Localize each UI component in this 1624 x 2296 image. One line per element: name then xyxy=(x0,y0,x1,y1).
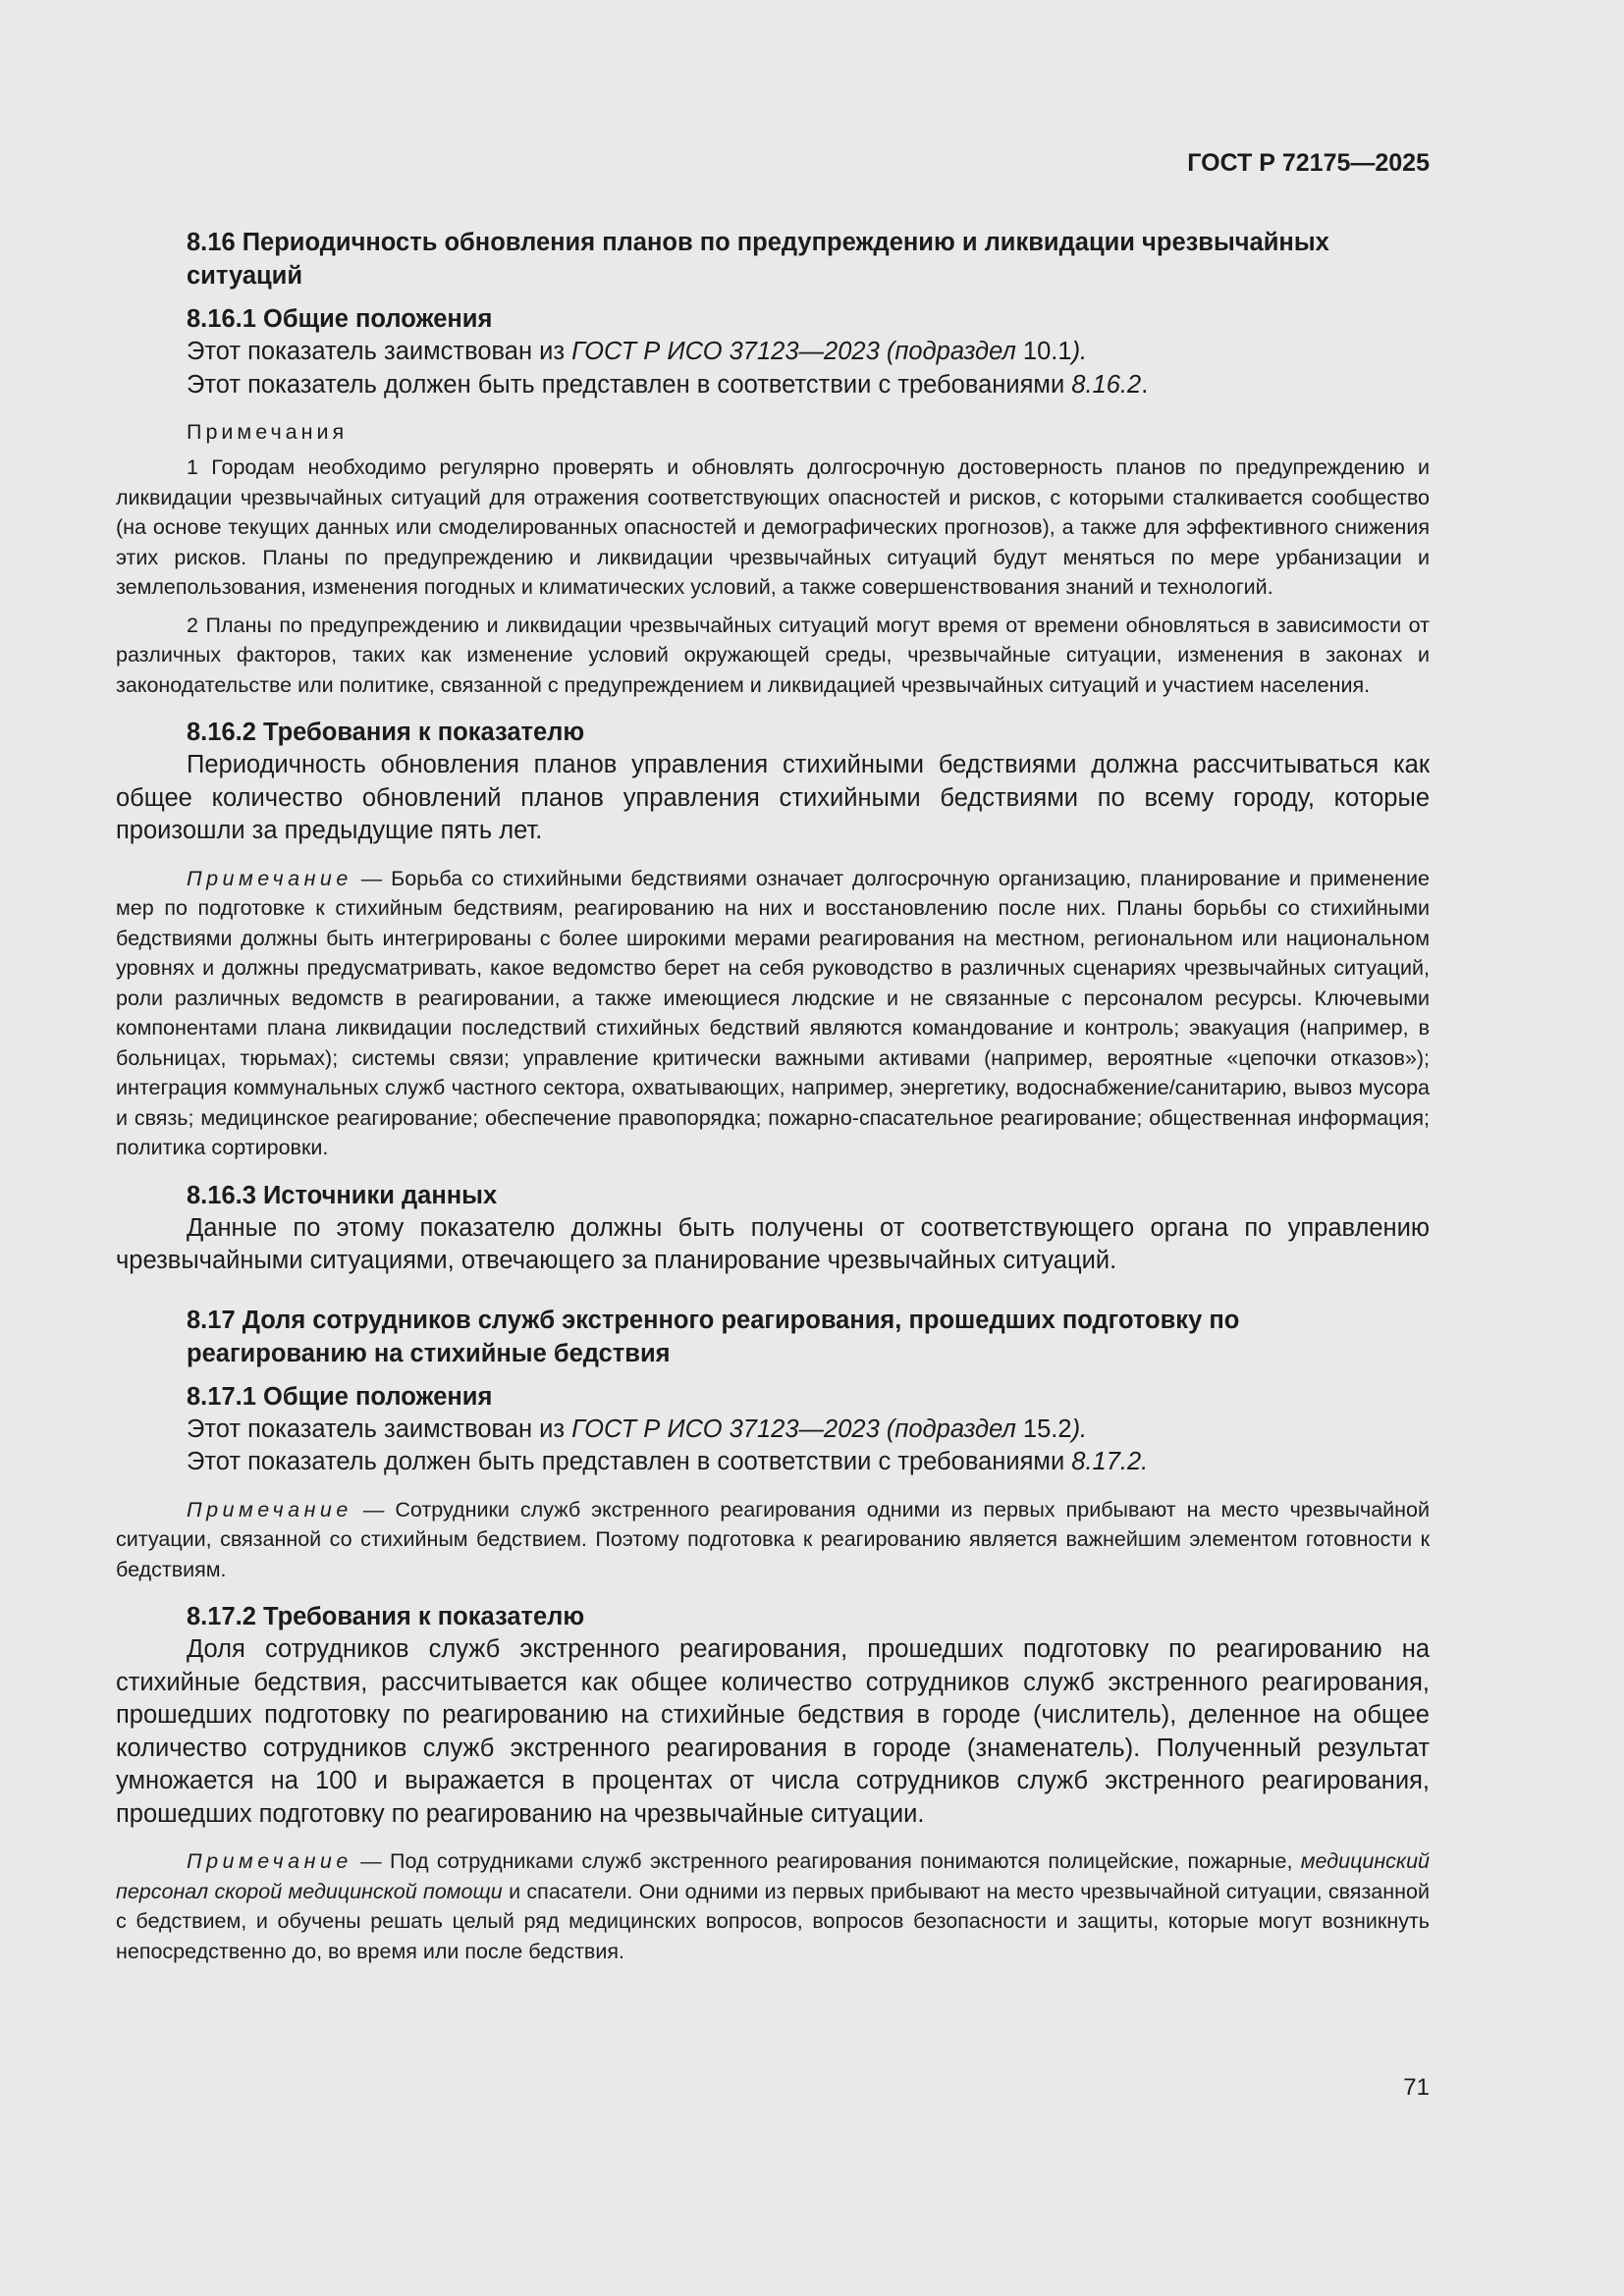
section-8-16-2-note xyxy=(116,864,1430,1163)
note-label: Примечание xyxy=(187,1849,352,1873)
text-run: Этот показатель заимствован из xyxy=(187,1415,572,1443)
text-run: Этот показатель заимствован из xyxy=(187,338,572,365)
note-text: — Борьба со стихийными бедствиями означает долгосрочную организацию, планирование и применение мер по подготовке к стихийным бедствиям, реагированию на них и восстановлению после них. Планы борьбы со стихийными бедствиями должны быть интегрированы с более широкими мерами реагирования на местном, региональном или национальном уровнях и должны предусматривать, какое ведомство берет на себя руководство в различных сценариях чрезвычайных ситуаций, роли различных ведомств в реагировании, а также имеющиеся людские и не связанные с персоналом ресурсы. Ключевыми компонентами плана ликвидации последствий стихийных бедствий являются командование и контроль; эвакуация (например, в больницах, тюрьмах); системы связи; управление критически важными активами (например, вероятные «цепочки отказов»); интеграция коммунальных служб частного сектора, охватывающих, например, энергетику, водоснабжение/санитарию, вывоз мусора и связь; медицинское реагирование; обеспечение правопорядка; пожарно-спасательное реагирование; общественная информация; политика сортировки. xyxy=(116,866,1430,1159)
section-8-17-1-note xyxy=(116,1495,1430,1585)
text-run: ). xyxy=(1071,1415,1088,1443)
note-1: 1 Городам необходимо регулярно проверять и обновлять долгосрочную достоверность планов по предупреждению и ликвидации чрезвычайных ситуаций для отражения соответствующих опасностей и рисков, с которыми сталкивается сообщество (на основе текущих данных или смоделированных опасностей и демографических прогнозов), а также для эффективного снижения этих рисков. Планы по предупреждению и ликвидации чрезвычайных ситуаций будут меняться по мере урбанизации и землепользования, изменения погодных и климатических условий, а также совершенствования знаний и технологий. xyxy=(116,455,1430,599)
reference-standard: ГОСТ Р ИСО 37123—2023 (подраздел xyxy=(571,1415,1023,1443)
section-8-16-1-title: 8.16.1 Общие положения xyxy=(187,305,493,333)
text-run: ). xyxy=(1071,338,1088,365)
section-8-16-3-para-1: Данные по этому показателю должны быть получены от соответствующего органа по управлению чрезвычайными ситуациями, отвечающего за планирование чрезвычайных ситуаций. xyxy=(116,1213,1430,1274)
note-2: 2 Планы по предупреждению и ликвидации чрезвычайных ситуаций могут время от времени обновляться в зависимости от различных факторов, таких как изменение условий окружающей среды, чрезвычайные ситуации, изменения в законах и законодательстве или политике, связанной с предупреждением и ликвидацией чрезвычайных ситуаций и участием населения. xyxy=(116,613,1430,697)
note-text: — Под сотрудниками служб экстренного реагирования понимаются полицейские, пожарные, xyxy=(352,1849,1301,1873)
section-8-16-2-title: 8.16.2 Требования к показателю xyxy=(187,719,585,746)
page-content xyxy=(116,226,1430,1966)
section-8-17-1-para-1 xyxy=(116,1414,1430,1447)
cross-reference: 8.17.2. xyxy=(1071,1448,1149,1475)
document-id-header: ГОСТ Р 72175—2025 xyxy=(1187,149,1430,177)
note-text: — Сотрудники служб экстренного реагирования одними из первых прибывают на место чрезвычайной ситуации, связанной со стихийным бедствием. Поэтому подготовка к реагированию является важнейшим элементом готовности к бедствиям. xyxy=(116,1497,1430,1581)
section-8-16-1-para-1 xyxy=(116,336,1430,369)
note-text: и спасатели. Они одними из первых прибывают на место чрезвычайной ситуации, связанной с бедствием, и обучены решать целый ряд медицинских вопросов, вопросов безопасности и защиты, которые могут возникнуть непосредственно до, во время или после бедствия. xyxy=(116,1879,1430,1963)
section-8-17-2-title: 8.17.2 Требования к показателю xyxy=(187,1603,585,1630)
text-run: . xyxy=(1141,370,1149,399)
section-8-16-3-title: 8.16.3 Источники данных xyxy=(187,1181,498,1209)
reference-subsection: 15.2 xyxy=(1022,1415,1072,1443)
note-label: Примечание xyxy=(187,1497,352,1522)
section-8-16-1-para-2 xyxy=(116,369,1430,402)
notes-heading: Примечания xyxy=(187,420,349,444)
section-8-17-1-title: 8.17.1 Общие положения xyxy=(187,1382,493,1411)
section-8-17-title: 8.17 Доля сотрудников служб экстренного реагирования, прошедших подготовку по реагированию на стихийные бедствия xyxy=(187,1306,1240,1367)
text-run: Этот показатель должен быть представлен в соответствии с требованиями xyxy=(187,370,1072,399)
section-8-17-2-para-1: Доля сотрудников служб экстренного реагирования, прошедших подготовку по реагированию на стихийные бедствия, рассчитывается как общее количество сотрудников служб экстренного реагирования, прошедших подготовку по реагированию на стихийные бедствия в городе (числитель), деленное на общее количество сотрудников служб экстренного реагирования в городе (знаменатель). Полученный результат умножается на 100 и выражается в процентах от числа сотрудников служб экстренного реагирования, прошедших подготовку по реагированию на чрезвычайные ситуации. xyxy=(116,1635,1430,1828)
page-number: 71 xyxy=(1403,2074,1430,2101)
section-8-16-2-para-1: Периодичность обновления планов управления стихийными бедствиями должна рассчитываться как общее количество обновлений планов управления стихийными бедствиями по всему городу, которые произошли за предыдущие пять лет. xyxy=(116,751,1430,844)
note-label: Примечание xyxy=(187,866,352,890)
reference-subsection: 10.1 xyxy=(1022,338,1072,365)
section-8-16-title: 8.16 Периодичность обновления планов по предупреждению и ликвидации чрезвычайных ситуаций xyxy=(187,229,1329,290)
document-page xyxy=(116,0,1430,2296)
text-run: Этот показатель должен быть представлен в соответствии с требованиями xyxy=(187,1448,1072,1475)
section-8-17-2-note xyxy=(116,1846,1430,1966)
reference-standard: ГОСТ Р ИСО 37123—2023 (подраздел xyxy=(571,338,1023,365)
note-emphasis: медицинский персонал скорой медицинской помощи xyxy=(116,1849,1430,1903)
cross-reference: 8.16.2 xyxy=(1071,370,1142,399)
section-8-17-1-para-2 xyxy=(116,1446,1430,1479)
